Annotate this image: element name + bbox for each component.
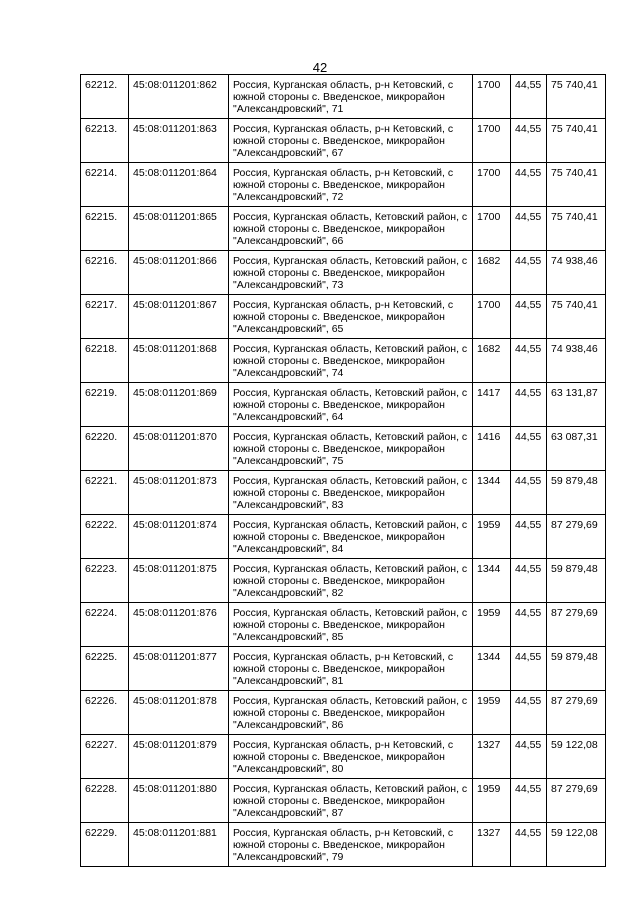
area-cell: 1344 <box>473 471 511 515</box>
rate-cell: 44,55 <box>511 559 547 603</box>
cadastral-number-cell: 45:08:011201:874 <box>129 515 229 559</box>
address-cell: Россия, Курганская область, Кетовский район, с южной стороны с. Введенское, микрорайон "Александровский", 64 <box>229 383 473 427</box>
address-cell: Россия, Курганская область, Кетовский район, с южной стороны с. Введенское, микрорайон "Александровский", 85 <box>229 603 473 647</box>
area-cell: 1959 <box>473 779 511 823</box>
cadastral-cost-cell: 75 740,41 <box>547 119 606 163</box>
cadastral-number-cell: 45:08:011201:863 <box>129 119 229 163</box>
rate-cell: 44,55 <box>511 647 547 691</box>
address-cell: Россия, Курганская область, Кетовский район, с южной стороны с. Введенское, микрорайон "Александровский", 73 <box>229 251 473 295</box>
table-row <box>81 471 606 515</box>
rate-cell: 44,55 <box>511 339 547 383</box>
rate-cell: 44,55 <box>511 295 547 339</box>
row-number-cell: 62229. <box>81 823 129 867</box>
cadastral-number-cell: 45:08:011201:881 <box>129 823 229 867</box>
cadastral-cost-cell: 75 740,41 <box>547 295 606 339</box>
table-row <box>81 339 606 383</box>
cadastral-number-cell: 45:08:011201:865 <box>129 207 229 251</box>
address-cell: Россия, Курганская область, Кетовский район, с южной стороны с. Введенское, микрорайон "Александровский", 84 <box>229 515 473 559</box>
cadastral-number-cell: 45:08:011201:879 <box>129 735 229 779</box>
table-row <box>81 515 606 559</box>
row-number-cell: 62219. <box>81 383 129 427</box>
area-cell: 1959 <box>473 603 511 647</box>
table-row <box>81 779 606 823</box>
area-cell: 1700 <box>473 75 511 119</box>
rate-cell: 44,55 <box>511 163 547 207</box>
row-number-cell: 62226. <box>81 691 129 735</box>
area-cell: 1682 <box>473 339 511 383</box>
table-row <box>81 207 606 251</box>
row-number-cell: 62221. <box>81 471 129 515</box>
rate-cell: 44,55 <box>511 471 547 515</box>
area-cell: 1700 <box>473 295 511 339</box>
row-number-cell: 62216. <box>81 251 129 295</box>
rate-cell: 44,55 <box>511 735 547 779</box>
address-cell: Россия, Курганская область, Кетовский район, с южной стороны с. Введенское, микрорайон "Александровский", 86 <box>229 691 473 735</box>
table-row <box>81 559 606 603</box>
cadastral-cost-cell: 75 740,41 <box>547 207 606 251</box>
address-cell: Россия, Курганская область, р-н Кетовский, с южной стороны с. Введенское, микрорайон "Александровский", 80 <box>229 735 473 779</box>
rate-cell: 44,55 <box>511 691 547 735</box>
cadastral-cost-cell: 63 131,87 <box>547 383 606 427</box>
table-row <box>81 295 606 339</box>
row-number-cell: 62227. <box>81 735 129 779</box>
area-cell: 1700 <box>473 207 511 251</box>
area-cell: 1959 <box>473 691 511 735</box>
table-row <box>81 75 606 119</box>
row-number-cell: 62213. <box>81 119 129 163</box>
cadastral-number-cell: 45:08:011201:866 <box>129 251 229 295</box>
cadastral-number-cell: 45:08:011201:869 <box>129 383 229 427</box>
area-cell: 1417 <box>473 383 511 427</box>
table-row <box>81 383 606 427</box>
cadastral-cost-cell: 87 279,69 <box>547 603 606 647</box>
row-number-cell: 62218. <box>81 339 129 383</box>
cadastral-cost-cell: 75 740,41 <box>547 163 606 207</box>
address-cell: Россия, Курганская область, Кетовский район, с южной стороны с. Введенское, микрорайон "Александровский", 66 <box>229 207 473 251</box>
address-cell: Россия, Курганская область, р-н Кетовский, с южной стороны с. Введенское, микрорайон "Александровский", 79 <box>229 823 473 867</box>
table-row <box>81 647 606 691</box>
rate-cell: 44,55 <box>511 515 547 559</box>
area-cell: 1700 <box>473 163 511 207</box>
cadastral-cost-cell: 59 879,48 <box>547 647 606 691</box>
cadastral-cost-cell: 59 122,08 <box>547 823 606 867</box>
address-cell: Россия, Курганская область, р-н Кетовский, с южной стороны с. Введенское, микрорайон "Александровский", 65 <box>229 295 473 339</box>
address-cell: Россия, Курганская область, Кетовский район, с южной стороны с. Введенское, микрорайон "Александровский", 87 <box>229 779 473 823</box>
table-row <box>81 735 606 779</box>
cadastral-number-cell: 45:08:011201:873 <box>129 471 229 515</box>
land-plots-table <box>80 74 606 867</box>
cadastral-number-cell: 45:08:011201:870 <box>129 427 229 471</box>
cadastral-number-cell: 45:08:011201:877 <box>129 647 229 691</box>
area-cell: 1344 <box>473 559 511 603</box>
page-number: 42 <box>312 60 328 75</box>
row-number-cell: 62215. <box>81 207 129 251</box>
cadastral-number-cell: 45:08:011201:864 <box>129 163 229 207</box>
rate-cell: 44,55 <box>511 207 547 251</box>
row-number-cell: 62228. <box>81 779 129 823</box>
rate-cell: 44,55 <box>511 603 547 647</box>
table-row <box>81 603 606 647</box>
rate-cell: 44,55 <box>511 251 547 295</box>
address-cell: Россия, Курганская область, Кетовский район, с южной стороны с. Введенское, микрорайон "Александровский", 74 <box>229 339 473 383</box>
rate-cell: 44,55 <box>511 427 547 471</box>
area-cell: 1700 <box>473 119 511 163</box>
cadastral-cost-cell: 74 938,46 <box>547 339 606 383</box>
cadastral-cost-cell: 87 279,69 <box>547 779 606 823</box>
area-cell: 1327 <box>473 735 511 779</box>
cadastral-number-cell: 45:08:011201:876 <box>129 603 229 647</box>
address-cell: Россия, Курганская область, Кетовский район, с южной стороны с. Введенское, микрорайон "Александровский", 82 <box>229 559 473 603</box>
table-body <box>81 75 606 867</box>
rate-cell: 44,55 <box>511 75 547 119</box>
address-cell: Россия, Курганская область, р-н Кетовский, с южной стороны с. Введенское, микрорайон "Александровский", 67 <box>229 119 473 163</box>
row-number-cell: 62212. <box>81 75 129 119</box>
row-number-cell: 62222. <box>81 515 129 559</box>
rate-cell: 44,55 <box>511 119 547 163</box>
cadastral-number-cell: 45:08:011201:862 <box>129 75 229 119</box>
address-cell: Россия, Курганская область, р-н Кетовский, с южной стороны с. Введенское, микрорайон "Александровский", 72 <box>229 163 473 207</box>
cadastral-cost-cell: 59 879,48 <box>547 471 606 515</box>
row-number-cell: 62214. <box>81 163 129 207</box>
area-cell: 1344 <box>473 647 511 691</box>
table-row <box>81 823 606 867</box>
cadastral-cost-cell: 75 740,41 <box>547 75 606 119</box>
cadastral-number-cell: 45:08:011201:868 <box>129 339 229 383</box>
address-cell: Россия, Курганская область, р-н Кетовский, с южной стороны с. Введенское, микрорайон "Александровский", 81 <box>229 647 473 691</box>
cadastral-number-cell: 45:08:011201:878 <box>129 691 229 735</box>
cadastral-cost-cell: 74 938,46 <box>547 251 606 295</box>
cadastral-cost-cell: 63 087,31 <box>547 427 606 471</box>
area-cell: 1682 <box>473 251 511 295</box>
cadastral-cost-cell: 59 122,08 <box>547 735 606 779</box>
address-cell: Россия, Курганская область, р-н Кетовский, с южной стороны с. Введенское, микрорайон "Александровский", 71 <box>229 75 473 119</box>
row-number-cell: 62225. <box>81 647 129 691</box>
row-number-cell: 62220. <box>81 427 129 471</box>
area-cell: 1416 <box>473 427 511 471</box>
cadastral-number-cell: 45:08:011201:867 <box>129 295 229 339</box>
row-number-cell: 62223. <box>81 559 129 603</box>
row-number-cell: 62217. <box>81 295 129 339</box>
cadastral-cost-cell: 87 279,69 <box>547 515 606 559</box>
table-row <box>81 427 606 471</box>
cadastral-number-cell: 45:08:011201:880 <box>129 779 229 823</box>
area-cell: 1327 <box>473 823 511 867</box>
table-row <box>81 691 606 735</box>
address-cell: Россия, Курганская область, Кетовский район, с южной стороны с. Введенское, микрорайон "Александровский", 83 <box>229 471 473 515</box>
table-row <box>81 163 606 207</box>
table-row <box>81 119 606 163</box>
cadastral-number-cell: 45:08:011201:875 <box>129 559 229 603</box>
rate-cell: 44,55 <box>511 779 547 823</box>
rate-cell: 44,55 <box>511 383 547 427</box>
area-cell: 1959 <box>473 515 511 559</box>
row-number-cell: 62224. <box>81 603 129 647</box>
cadastral-cost-cell: 59 879,48 <box>547 559 606 603</box>
cadastral-cost-cell: 87 279,69 <box>547 691 606 735</box>
rate-cell: 44,55 <box>511 823 547 867</box>
address-cell: Россия, Курганская область, Кетовский район, с южной стороны с. Введенское, микрорайон "Александровский", 75 <box>229 427 473 471</box>
table-row <box>81 251 606 295</box>
